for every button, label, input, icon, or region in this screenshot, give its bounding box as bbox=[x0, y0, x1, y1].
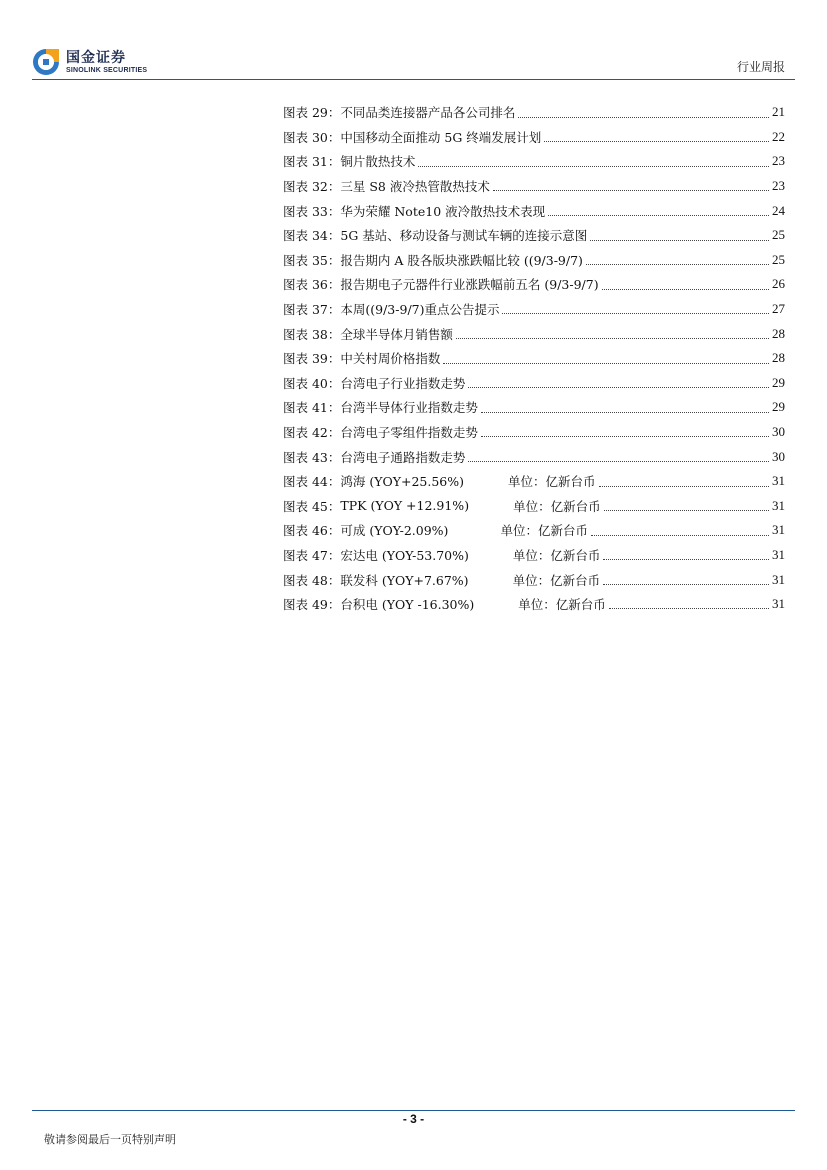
toc-entry-page-number: 22 bbox=[772, 128, 785, 144]
toc-entry-unit: 单位：亿新台币 bbox=[512, 547, 601, 563]
figure-index-list bbox=[283, 100, 785, 616]
toc-entry-dot-leader bbox=[456, 337, 769, 339]
toc-entry-title: 台积电 (YOY -16.30%) bbox=[340, 597, 475, 613]
toc-entry-title: 台湾电子通路指数走势 bbox=[340, 449, 466, 465]
footer-divider bbox=[32, 1110, 795, 1111]
sinolink-logo-icon bbox=[32, 48, 60, 76]
toc-entry-title: 台湾半导体行业指数走势 bbox=[340, 400, 478, 416]
toc-entry-prefix: 图表 45： bbox=[283, 498, 341, 514]
toc-entry-unit: 单位：亿新台币 bbox=[513, 498, 601, 514]
toc-entry-title: 不同品类连接器产品各公司排名 bbox=[340, 105, 516, 121]
toc-entry-dot-leader bbox=[603, 558, 769, 560]
toc-entry-prefix: 图表 38： bbox=[283, 326, 341, 342]
disclaimer-note: 敬请参阅最后一页特别声明 bbox=[44, 1133, 176, 1146]
toc-entry-page-number: 28 bbox=[772, 325, 785, 341]
toc-entry-dot-leader bbox=[518, 116, 769, 118]
toc-entry[interactable] bbox=[283, 125, 785, 150]
logo-chinese-name: 国金证券 bbox=[66, 49, 126, 66]
toc-entry-dot-leader bbox=[443, 362, 769, 364]
toc-entry-dot-leader bbox=[591, 534, 769, 536]
toc-entry-prefix: 图表 32： bbox=[283, 179, 341, 195]
header-divider bbox=[32, 79, 795, 80]
page-header bbox=[0, 0, 827, 80]
toc-entry-page-number: 29 bbox=[772, 374, 785, 390]
toc-entry-page-number: 23 bbox=[772, 178, 785, 194]
toc-entry-prefix: 图表 42： bbox=[283, 425, 341, 441]
toc-entry-page-number: 24 bbox=[772, 202, 785, 218]
toc-entry-dot-leader bbox=[468, 460, 769, 462]
toc-entry-page-number: 31 bbox=[772, 473, 785, 489]
toc-entry[interactable] bbox=[283, 346, 785, 371]
toc-entry-page-number: 30 bbox=[772, 448, 785, 464]
toc-entry-page-number: 31 bbox=[772, 497, 785, 513]
toc-entry[interactable] bbox=[283, 149, 785, 174]
toc-entry-page-number: 31 bbox=[772, 596, 785, 612]
toc-entry-prefix: 图表 30： bbox=[283, 129, 341, 145]
toc-entry-unit: 单位：亿新台币 bbox=[500, 523, 588, 539]
toc-entry-prefix: 图表 46： bbox=[283, 523, 341, 539]
toc-entry-title: 鸿海 (YOY+25.56%) bbox=[340, 474, 465, 490]
toc-entry-unit: 单位：亿新台币 bbox=[518, 597, 606, 613]
toc-entry[interactable] bbox=[283, 174, 785, 199]
company-logo bbox=[32, 46, 147, 78]
toc-entry[interactable] bbox=[283, 198, 785, 223]
toc-entry-prefix: 图表 48： bbox=[283, 572, 341, 588]
toc-entry-page-number: 27 bbox=[772, 301, 785, 317]
toc-entry-dot-leader bbox=[418, 165, 769, 167]
toc-entry-dot-leader bbox=[604, 509, 769, 511]
toc-entry-title: 中国移动全面推动 5G 终端发展计划 bbox=[340, 129, 542, 145]
toc-entry-page-number: 26 bbox=[772, 276, 785, 292]
toc-entry[interactable] bbox=[283, 272, 785, 297]
toc-entry-prefix: 图表 44： bbox=[283, 474, 341, 490]
toc-entry-page-number: 28 bbox=[772, 350, 785, 366]
toc-entry-title: 本周((9/3-9/7)重点公告提示 bbox=[340, 302, 500, 318]
toc-entry-dot-leader bbox=[590, 239, 769, 241]
logo-english-name: SINOLINK SECURITIES bbox=[66, 66, 148, 74]
toc-entry[interactable] bbox=[283, 420, 785, 445]
toc-entry[interactable] bbox=[283, 543, 785, 568]
toc-entry-page-number: 31 bbox=[772, 571, 785, 587]
toc-entry-title: 可成 (YOY-2.09%) bbox=[340, 523, 449, 539]
toc-entry-title: 中关村周价格指数 bbox=[340, 351, 441, 367]
toc-entry[interactable] bbox=[283, 567, 785, 592]
toc-entry-dot-leader bbox=[544, 140, 769, 142]
toc-entry-prefix: 图表 40： bbox=[283, 375, 341, 391]
toc-entry-dot-leader bbox=[502, 312, 769, 314]
toc-entry[interactable] bbox=[283, 321, 785, 346]
page-number: - 3 - bbox=[402, 1112, 425, 1126]
toc-entry-title: 联发科 (YOY+7.67%) bbox=[340, 572, 469, 588]
toc-entry-title: 报告期内 A 股各版块涨跌幅比较 ((9/3-9/7) bbox=[340, 252, 583, 268]
toc-entry-prefix: 图表 29： bbox=[283, 105, 341, 121]
toc-entry-dot-leader bbox=[468, 386, 769, 388]
toc-entry-dot-leader bbox=[603, 583, 769, 585]
toc-entry[interactable] bbox=[283, 223, 785, 248]
toc-entry-title: 华为荣耀 Note10 液冷散热技术表现 bbox=[340, 203, 546, 219]
toc-entry-title: 台湾电子零组件指数走势 bbox=[340, 425, 478, 441]
toc-entry-page-number: 21 bbox=[772, 104, 785, 120]
toc-entry[interactable] bbox=[283, 469, 785, 494]
toc-entry[interactable] bbox=[283, 444, 785, 469]
toc-entry-title: 宏达电 (YOY-53.70%) bbox=[340, 547, 469, 563]
toc-entry[interactable] bbox=[283, 371, 785, 396]
toc-entry-page-number: 23 bbox=[772, 153, 785, 169]
toc-entry-title: TPK (YOY +12.91%) bbox=[340, 498, 470, 514]
toc-entry-dot-leader bbox=[481, 411, 769, 413]
toc-entry-page-number: 30 bbox=[772, 424, 785, 440]
toc-entry-title: 铜片散热技术 bbox=[340, 154, 416, 170]
toc-entry-prefix: 图表 49： bbox=[283, 597, 341, 613]
toc-entry-page-number: 25 bbox=[772, 251, 785, 267]
toc-entry-page-number: 25 bbox=[772, 227, 785, 243]
toc-entry-unit: 单位：亿新台币 bbox=[512, 572, 601, 588]
toc-entry[interactable] bbox=[283, 592, 785, 617]
toc-entry-dot-leader bbox=[548, 214, 769, 216]
toc-entry-unit: 单位：亿新台币 bbox=[508, 474, 596, 490]
toc-entry[interactable] bbox=[283, 518, 785, 543]
toc-entry-dot-leader bbox=[602, 288, 769, 290]
report-type-label: 行业周报 bbox=[736, 60, 785, 74]
toc-entry-dot-leader bbox=[599, 485, 769, 487]
toc-entry-page-number: 31 bbox=[772, 546, 785, 562]
toc-entry-prefix: 图表 41： bbox=[283, 400, 341, 416]
toc-entry[interactable] bbox=[283, 494, 785, 519]
toc-entry-prefix: 图表 36： bbox=[283, 277, 341, 293]
toc-entry-title: 报告期电子元器件行业涨跌幅前五名 (9/3-9/7) bbox=[340, 277, 599, 293]
toc-entry-prefix: 图表 47： bbox=[283, 547, 341, 563]
toc-entry-page-number: 31 bbox=[772, 522, 785, 538]
toc-entry-title: 三星 S8 液冷热管散热技术 bbox=[340, 179, 490, 195]
toc-entry-title: 5G 基站、移动设备与测试车辆的连接示意图 bbox=[340, 228, 588, 244]
toc-entry-prefix: 图表 37： bbox=[283, 302, 341, 318]
toc-entry-title: 台湾电子行业指数走势 bbox=[340, 375, 466, 391]
toc-entry[interactable] bbox=[283, 100, 785, 125]
toc-entry-page-number: 29 bbox=[772, 399, 785, 415]
toc-entry-title: 全球半导体月销售额 bbox=[340, 326, 453, 342]
toc-entry-prefix: 图表 31： bbox=[283, 154, 341, 170]
toc-entry[interactable] bbox=[283, 395, 785, 420]
toc-entry-prefix: 图表 43： bbox=[283, 449, 341, 465]
toc-entry-prefix: 图表 34： bbox=[283, 228, 341, 244]
toc-entry-prefix: 图表 35： bbox=[283, 252, 341, 268]
toc-entry[interactable] bbox=[283, 297, 785, 322]
toc-entry-prefix: 图表 39： bbox=[283, 351, 341, 367]
toc-entry[interactable] bbox=[283, 248, 785, 273]
toc-entry-dot-leader bbox=[493, 189, 769, 191]
toc-entry-dot-leader bbox=[609, 607, 769, 609]
toc-entry-dot-leader bbox=[481, 435, 769, 437]
toc-entry-prefix: 图表 33： bbox=[283, 203, 341, 219]
toc-entry-dot-leader bbox=[586, 263, 769, 265]
